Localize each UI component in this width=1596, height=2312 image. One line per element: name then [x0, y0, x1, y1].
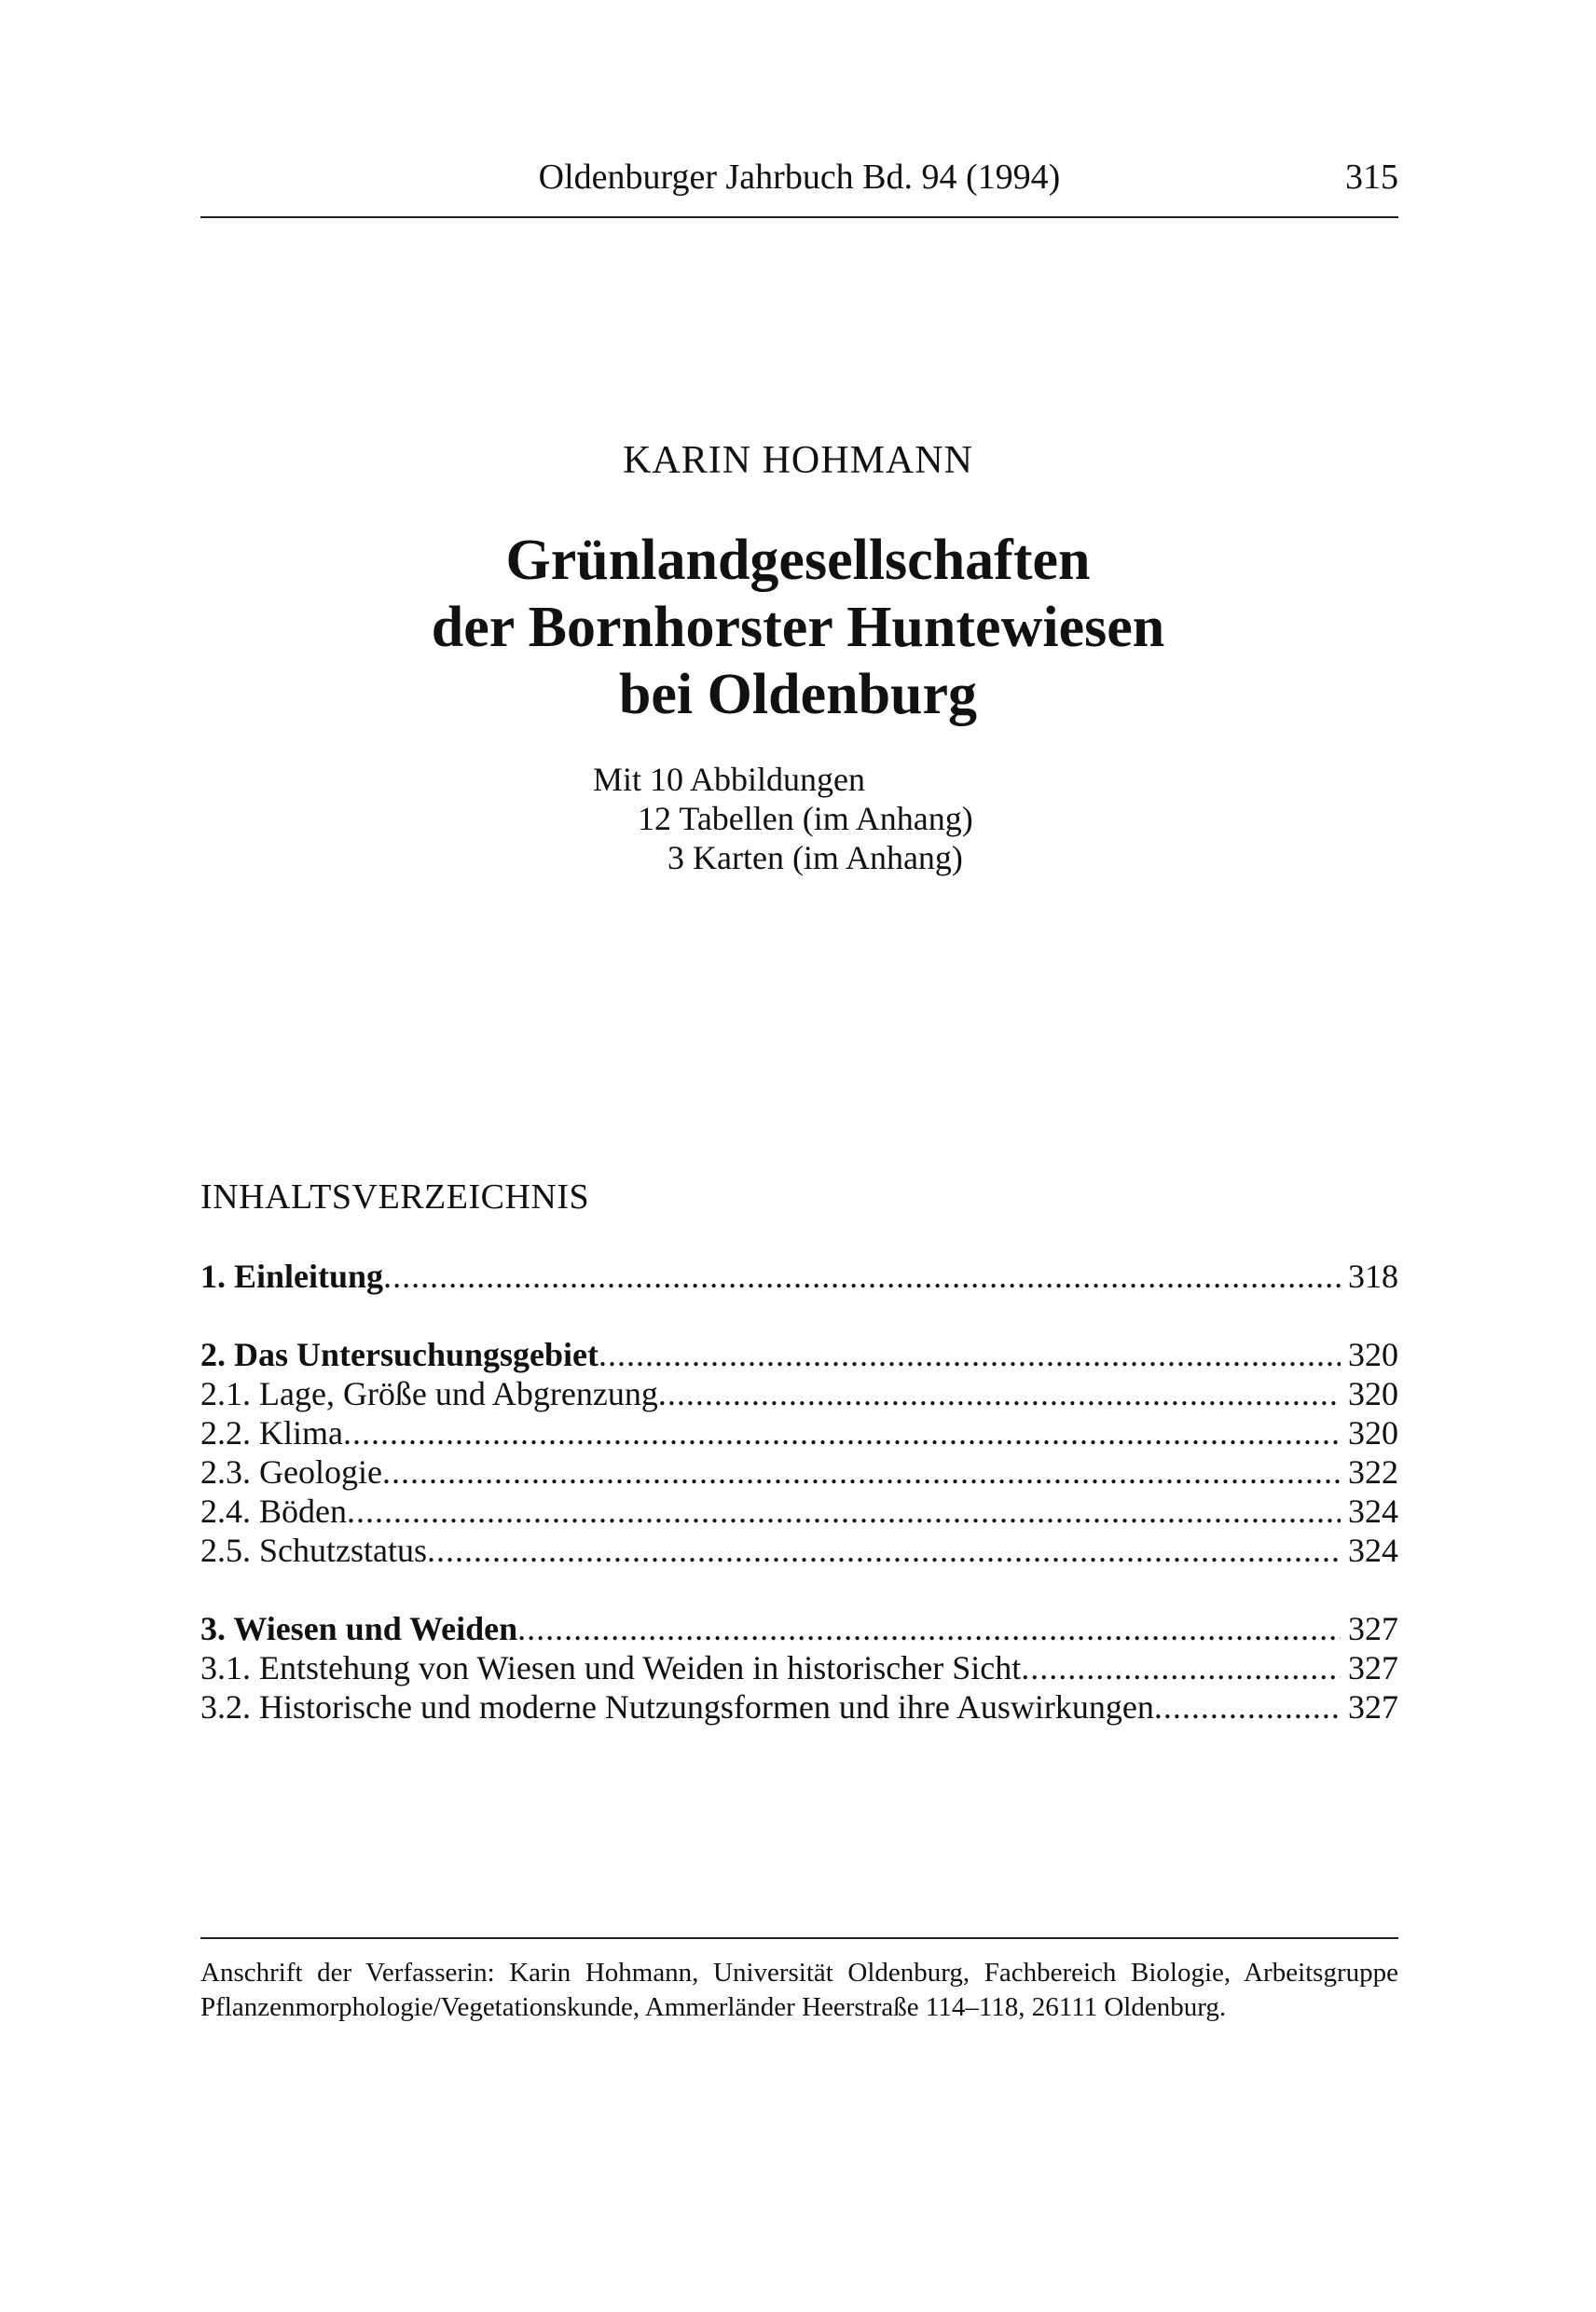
toc-entry-page: 327	[1348, 1610, 1398, 1647]
figure-info	[593, 760, 973, 877]
toc-entry	[200, 1257, 1398, 1296]
toc-entry	[200, 1374, 1398, 1413]
toc-entry-label: 3. Wiesen und Weiden	[200, 1610, 518, 1647]
toc-entry-page: 320	[1348, 1375, 1398, 1412]
figure-info-line: 12 Tabellen (im Anhang)	[638, 800, 973, 837]
figure-info-line: 3 Karten (im Anhang)	[667, 839, 963, 876]
toc-entry	[200, 1413, 1398, 1452]
toc-entry-label: 1. Einleitung	[200, 1258, 384, 1295]
toc-leader-dots	[427, 1531, 1341, 1570]
toc-entry-label: 2.1. Lage, Größe und Abgrenzung	[200, 1375, 658, 1412]
toc-entry-page: 320	[1348, 1414, 1398, 1452]
toc-entry	[200, 1335, 1398, 1374]
toc-entry-label: 2.3. Geologie	[200, 1453, 382, 1491]
toc-entry	[200, 1531, 1398, 1570]
toc-entry-label: 2.5. Schutzstatus	[200, 1532, 427, 1569]
author-name: KARIN HOHMANN	[623, 439, 973, 482]
toc-leader-dots	[382, 1452, 1341, 1492]
footnote-rule	[200, 1937, 1398, 1939]
author-address-footnote: Anschrift der Verfasserin: Karin Hohmann, Universität Oldenburg, Fachbereich Biologie, Arbeitsgruppe Pflanzenmorphologie/Vegetationskunde, Ammerländer Heerstraße 114–118, 26111 Oldenburg.	[200, 1958, 1398, 2022]
toc-leader-dots	[383, 1257, 1341, 1296]
toc-entry	[200, 1648, 1398, 1687]
toc-entry-page: 320	[1348, 1336, 1398, 1373]
toc-entry	[200, 1609, 1398, 1648]
toc-entry	[200, 1452, 1398, 1492]
page-number: 315	[1345, 158, 1398, 197]
toc-entry-page: 324	[1348, 1532, 1398, 1569]
title-line: bei Oldenburg	[618, 663, 978, 726]
figure-info-line: Mit 10 Abbildungen	[593, 761, 866, 798]
toc-entry-page: 324	[1348, 1493, 1398, 1530]
journal-title: Oldenburger Jahrbuch Bd. 94 (1994)	[538, 158, 1061, 197]
toc-entry-label: 2.2. Klima	[200, 1414, 343, 1452]
title-line: Grünlandgesellschaften	[505, 529, 1091, 592]
toc-entry	[200, 1492, 1398, 1531]
toc-entry-label: 2.4. Böden	[200, 1493, 347, 1530]
toc-entry-page: 327	[1348, 1649, 1398, 1686]
toc-entry-label: 2. Das Untersuchungsgebiet	[200, 1336, 599, 1373]
toc-leader-dots	[658, 1374, 1341, 1413]
toc-entry-label: 3.2. Historische und moderne Nutzungsformen und ihre Auswirkungen	[200, 1688, 1154, 1726]
toc-leader-dots	[347, 1492, 1341, 1531]
running-head	[200, 157, 1398, 213]
toc-entry-page: 327	[1348, 1688, 1398, 1726]
toc-entry	[200, 1687, 1398, 1727]
toc-leader-dots	[598, 1335, 1341, 1374]
toc-entry-page: 318	[1348, 1258, 1398, 1295]
toc-heading: INHALTSVERZEICHNIS	[200, 1177, 590, 1217]
toc-leader-dots	[517, 1609, 1341, 1648]
header-rule	[200, 216, 1398, 218]
toc-leader-dots	[1021, 1648, 1341, 1687]
toc-leader-dots	[343, 1413, 1341, 1452]
toc-leader-dots	[1154, 1687, 1341, 1727]
toc-entry-page: 322	[1348, 1453, 1398, 1491]
article-title	[0, 527, 1596, 728]
toc-entry-label: 3.1. Entstehung von Wiesen und Weiden in historischer Sicht	[200, 1649, 1022, 1686]
title-line: der Bornhorster Huntewiesen	[431, 596, 1165, 659]
